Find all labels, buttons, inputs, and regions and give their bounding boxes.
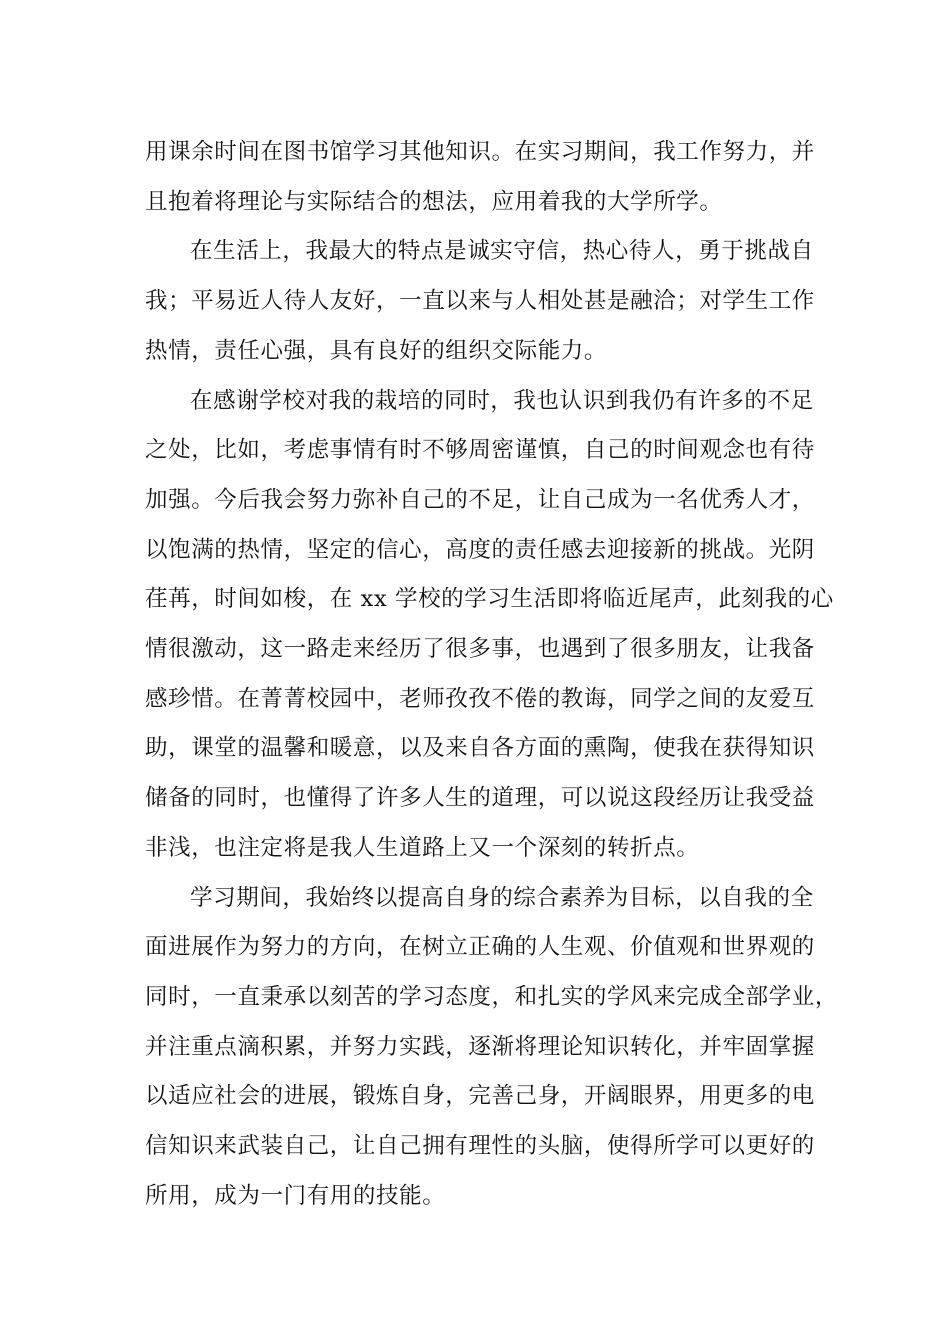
text-line: 所用，成为一门有用的技能。 (145, 1182, 446, 1209)
text-line: 学习期间，我始终以提高自身的综合素养为目标，以自我的全 (190, 884, 814, 911)
text-line: 以饱满的热情，坚定的信心，高度的责任感去迎接新的挑战。光阴 (145, 536, 815, 563)
paragraph-2 (145, 227, 815, 376)
text-line: 我；平易近人待人友好，一直以来与人相处甚是融洽；对学生工作 (145, 288, 815, 315)
text-line: 情很激动，这一路走来经历了很多事，也遇到了很多朋友，让我备 (145, 636, 815, 663)
text-line: 用课余时间在图书馆学习其他知识。在实习期间，我工作努力，并 (145, 139, 815, 165)
text-line: 且抱着将理论与实际结合的想法，应用着我的大学所学。 (145, 188, 723, 215)
text-line: 热情，责任心强，具有良好的组织交际能力。 (145, 337, 608, 364)
paragraph-3 (145, 377, 834, 874)
text-line: 感珍惜。在菁菁校园中，老师孜孜不倦的教诲，同学之间的友爱互 (145, 685, 815, 712)
text-line: 在生活上，我最大的特点是诚实守信，热心待人，勇于挑战自 (190, 238, 814, 265)
text-line: 非浅，也注定将是我人生道路上又一个深刻的转折点。 (145, 834, 700, 861)
text-line: 面进展作为努力的方向，在树立正确的人生观、价值观和世界观的 (145, 934, 815, 961)
text-line: 储备的同时，也懂得了许多人生的道理，可以说这段经历让我受益 (145, 785, 815, 812)
text-line: 并注重点滴积累，并努力实践，逐渐将理论知识转化，并牢固掌握 (145, 1033, 815, 1060)
text-line: 荏苒，时间如梭，在 xx 学校的学习生活即将临近尾声，此刻我的心 (145, 586, 834, 613)
text-line: 加强。今后我会努力弥补自己的不足，让自己成为一名优秀人才， (145, 486, 815, 513)
text-line: 信知识来武装自己，让自己拥有理性的头脑，使得所学可以更好的 (145, 1133, 815, 1160)
paragraph-4 (145, 874, 839, 1222)
document-body (145, 128, 839, 1221)
paragraph-1 (145, 128, 815, 227)
text-line: 以适应社会的进展，锻炼自身，完善己身，开阔眼界，用更多的电 (145, 1083, 815, 1110)
text-line: 助，课堂的温馨和暖意，以及来自各方面的熏陶，使我在获得知识 (145, 735, 815, 762)
text-line: 在感谢学校对我的栽培的同时，我也认识到我仍有许多的不足 (190, 387, 814, 414)
text-line: 同时，一直秉承以刻苦的学习态度，和扎实的学风来完成全部学业， (145, 983, 839, 1010)
text-line: 之处，比如，考虑事情有时不够周密谨慎，自己的时间观念也有待 (145, 437, 815, 464)
